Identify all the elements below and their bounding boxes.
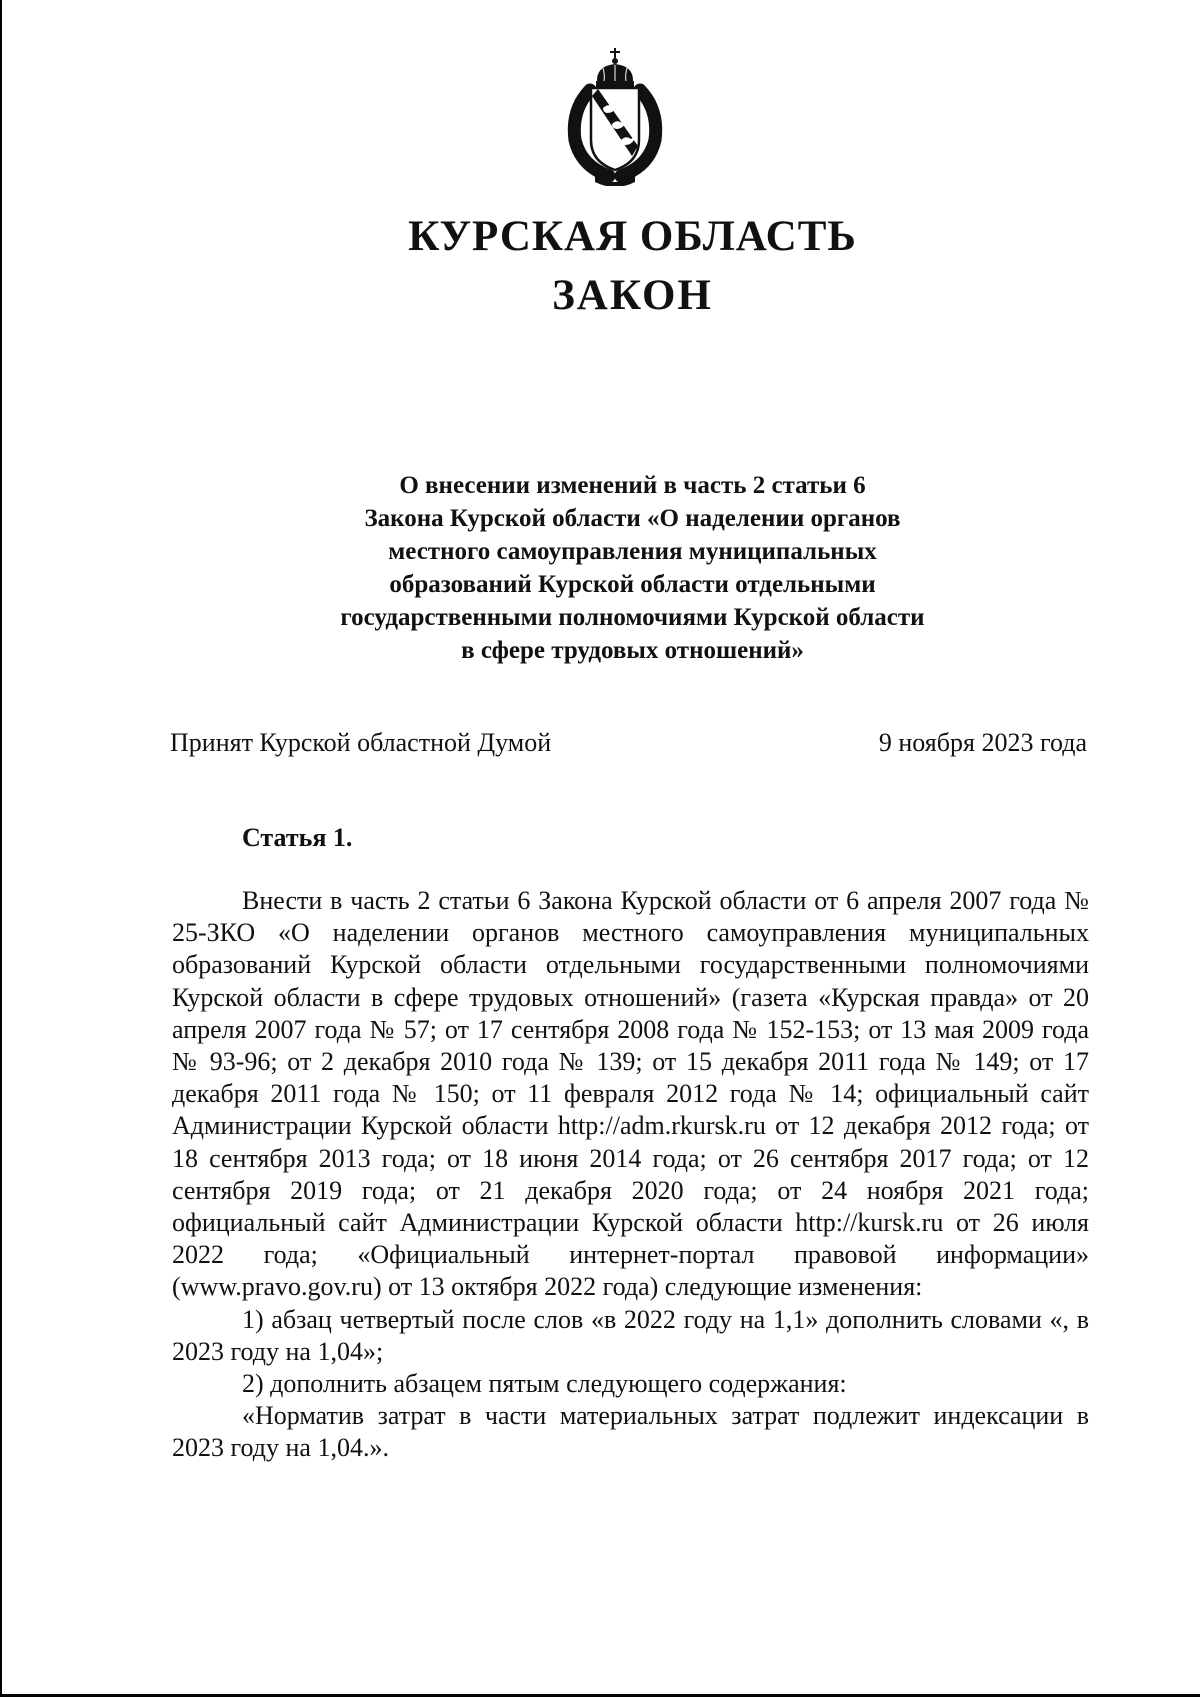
law-title (240, 469, 1025, 667)
coat-of-arms-icon (563, 48, 667, 186)
law-title-line: Закона Курской области «О наделении органов (364, 505, 901, 532)
law-title-line: образований Курской области отдельными (389, 571, 876, 598)
article-heading: Статья 1. (242, 823, 353, 852)
article-paragraph: 1) абзац четвертый после слов «в 2022 году на 1,1» дополнить словами «, в 2023 году на 1,04»; (172, 1304, 1089, 1366)
article-paragraph: 2) дополнить абзацем пятым следующего содержания: (242, 1369, 847, 1399)
region-title: КУРСКАЯ ОБЛАСТЬ (408, 213, 857, 260)
law-title-line: местного самоуправления муниципальных (388, 538, 877, 565)
adopted-by-text: Принят Курской областной Думой (170, 728, 552, 757)
law-title-line: государственными полномочиями Курской области (340, 604, 925, 631)
article-paragraph: Внести в часть 2 статьи 6 Закона Курской области от 6 апреля 2007 года № 25-ЗКО «О наделении органов местного самоуправления муниципальных образований Курской области отдельными государственными полномочиями Курской области в сфере трудовых отношений» (газета «Курская правда» от 20 апреля 2007 года № 57; от 17 сентября 2008 года № 152-153; от 13 мая 2009 года № 93-96; от 2 декабря 2010 года № 139; от 15 декабря 2011 года № 149; от 17 декабря 2011 года № 150; от 11 февраля 2012 года № 14; официальный сайт Администрации Курской области http://adm.rkursk.ru от 12 декабря 2012 года; от 18 сентября 2013 года; от 18 июня 2014 года; от 26 сентября 2017 года; от 12 сентября 2019 года; от 21 декабря 2020 года; от 24 ноября 2021 года; официальный сайт Администрации Курской области http://kursk.ru от 26 июля 2022 года; «Официальный интернет-портал правовой информации» (www.pravo.gov.ru) от 13 октября 2022 года) следующие изменения: (172, 886, 1089, 1302)
article-body (172, 885, 1089, 1465)
adoption-date: 9 ноября 2023 года (878, 728, 1087, 757)
law-title-line: О внесении изменений в часть 2 статьи 6 (399, 472, 866, 499)
article-paragraph: «Норматив затрат в части материальных затрат подлежит индексации в 2023 году на 1,04.». (172, 1401, 1089, 1463)
law-title-line: в сфере трудовых отношений» (461, 637, 804, 664)
document-type-title: ЗАКОН (552, 272, 713, 319)
